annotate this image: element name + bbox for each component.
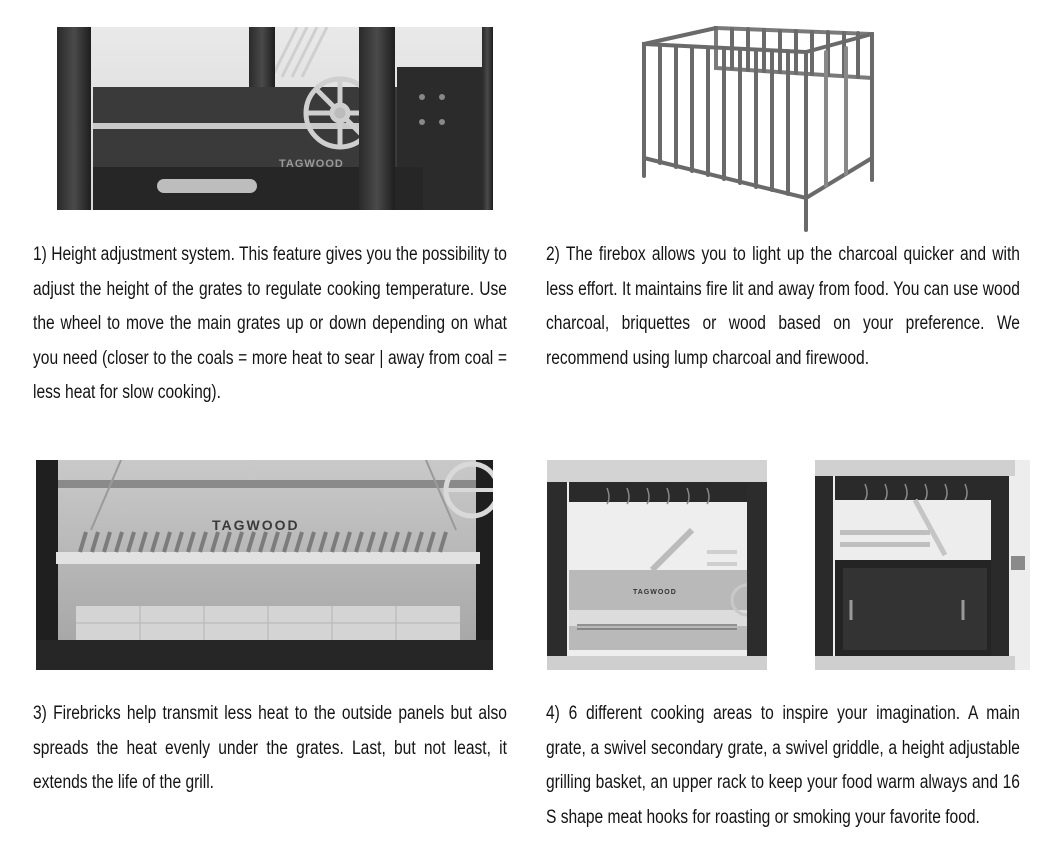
caption-cooking-areas: 4) 6 different cooking areas to inspire your imagination. A main grate, a swivel secondary grate, a swivel griddle, a height adjustable grilling basket, an upper rack to keep your food warm always and 16 S shape meat hooks for roasting or smoking your favorite food. [546, 703, 1020, 828]
photo-cooking-areas-front [547, 460, 767, 670]
caption-height-adjustment: 1) Height adjustment system. This feature gives you the possibility to adjust the height of the grates to regulate cooking temperature. Use the wheel to move the main grates up or down depending on what you need (closer to the coals = more heat to sear | away from coal = less heat for slow cooking). [33, 244, 507, 403]
photo-firebricks [36, 460, 493, 670]
photo-firebox [636, 8, 882, 234]
photo-brand-logo: TAGWOOD [633, 589, 677, 596]
caption-firebricks: 3) Firebricks help transmit less heat to the outside panels but also spreads the heat evenly under the grates. Last, but not least, it extends the life of the grill. [33, 703, 507, 793]
photo-brand-logo: TAGWOOD [279, 158, 344, 170]
photo-brand-logo: TAGWOOD [212, 517, 300, 533]
photo-height-adjustment [57, 27, 493, 210]
caption-firebox: 2) The firebox allows you to light up the charcoal quicker and with less effort. It maintains fire lit and away from food. You can use wood charcoal, briquettes or wood based on your preference. We recommend using lump charcoal and firewood. [546, 244, 1020, 369]
photo-cooking-areas-side [815, 460, 1030, 670]
